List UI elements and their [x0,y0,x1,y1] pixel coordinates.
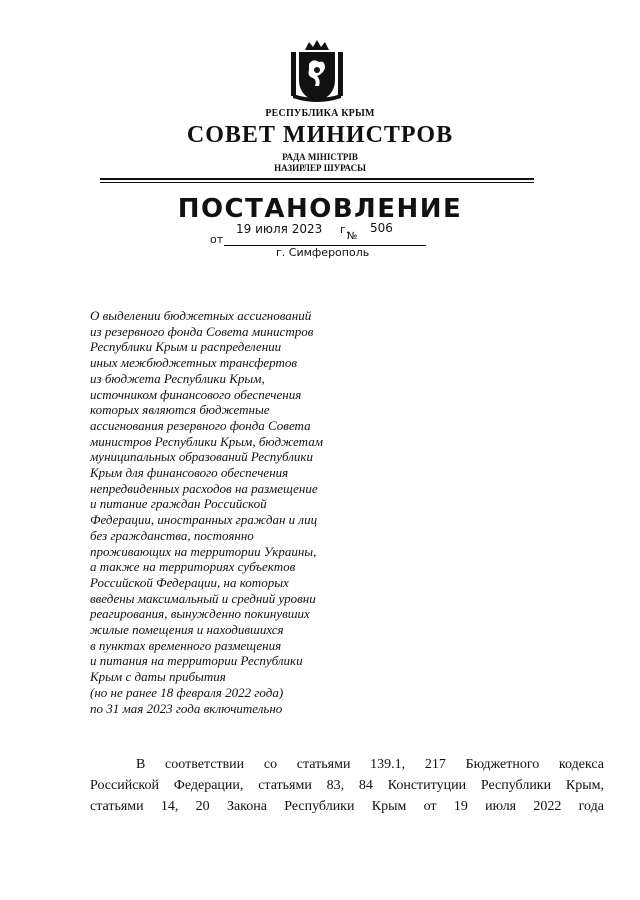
subject-line: Российской Федерации, на которых [90,574,289,590]
number-sign: № [347,231,358,242]
subject-line: и питания на территории Республики [90,653,303,669]
subject-line: жилые помещения и находившихся [90,622,284,638]
subject-line: проживающих на территории Украины, [90,543,317,559]
subject-line: Федерации, иностранных граждан и лиц [90,512,318,528]
subject-line: по 31 мая 2023 года включительно [90,700,283,716]
council-name: СОВЕТ МИНИСТРОВ [186,122,454,148]
date-prefix: от [210,233,224,246]
subject-line: которых являются бюджетные [90,402,270,418]
decree-subject [90,308,390,716]
subject-line: введены максимальный и средний уровни [90,590,316,606]
subject-line: из резервного фонда Совета министров [90,323,314,339]
council-name-crimean-tatar: НАЗИРЛЕР ШУРАСЫ [274,163,366,173]
council-name-ukrainian: РАДА МІНІСТРІВ [282,152,358,162]
subject-line: из бюджета Республики Крым, [90,370,265,386]
header-rule-thick [100,178,534,180]
body-line: В соответствии со статьями 139.1, 217 Бюджетного кодекса [136,757,604,772]
subject-line: Крым с даты прибытия [90,669,226,685]
subject-line: О выделении бюджетных ассигнований [90,308,312,323]
subject-line: Крым для финансового обеспечения [90,465,289,481]
decree-body [90,754,604,817]
subject-line: а также на территориях субъектов [90,559,296,575]
subject-line: ассигнования резервного фонда Совета [90,417,311,433]
subject-line: непредвиденных расходов на размещение [90,480,318,496]
subject-line: министров Республики Крым, бюджетам [90,433,323,449]
year-suffix: г. [340,223,350,236]
decree-date: 19 июля 2023 [236,222,323,236]
subject-line: в пунктах временного размещения [90,637,282,653]
header-rule-thin [100,182,534,183]
body-line: статьями 14, 20 Закона Республики Крым от 19 июля 2022 года [90,799,604,814]
subject-line: источником финансового обеспечения [90,386,302,402]
subject-line: реагирования, вынужденно покинувших [90,606,310,622]
subject-line: муниципальных образований Республики [90,449,313,465]
decree-city: г. Симферополь [276,246,370,259]
body-line: Российской Федерации, статьями 83, 84 Конституции Республики Крым, [90,778,604,793]
subject-line: и питание граждан Российской [90,496,267,512]
crimea-coat-of-arms-icon [287,38,347,104]
document-type-title: ПОСТАНОВЛЕНИЕ [177,194,463,224]
subject-line: иных межбюджетных трансфертов [90,355,298,371]
subject-line: Республики Крым и распределении [90,339,282,355]
republic-name: РЕСПУБЛИКА КРЫМ [265,108,375,119]
decree-number: 506 [370,221,393,235]
subject-line: (но не ранее 18 февраля 2022 года) [90,684,284,700]
subject-line: без гражданства, постоянно [90,527,254,543]
